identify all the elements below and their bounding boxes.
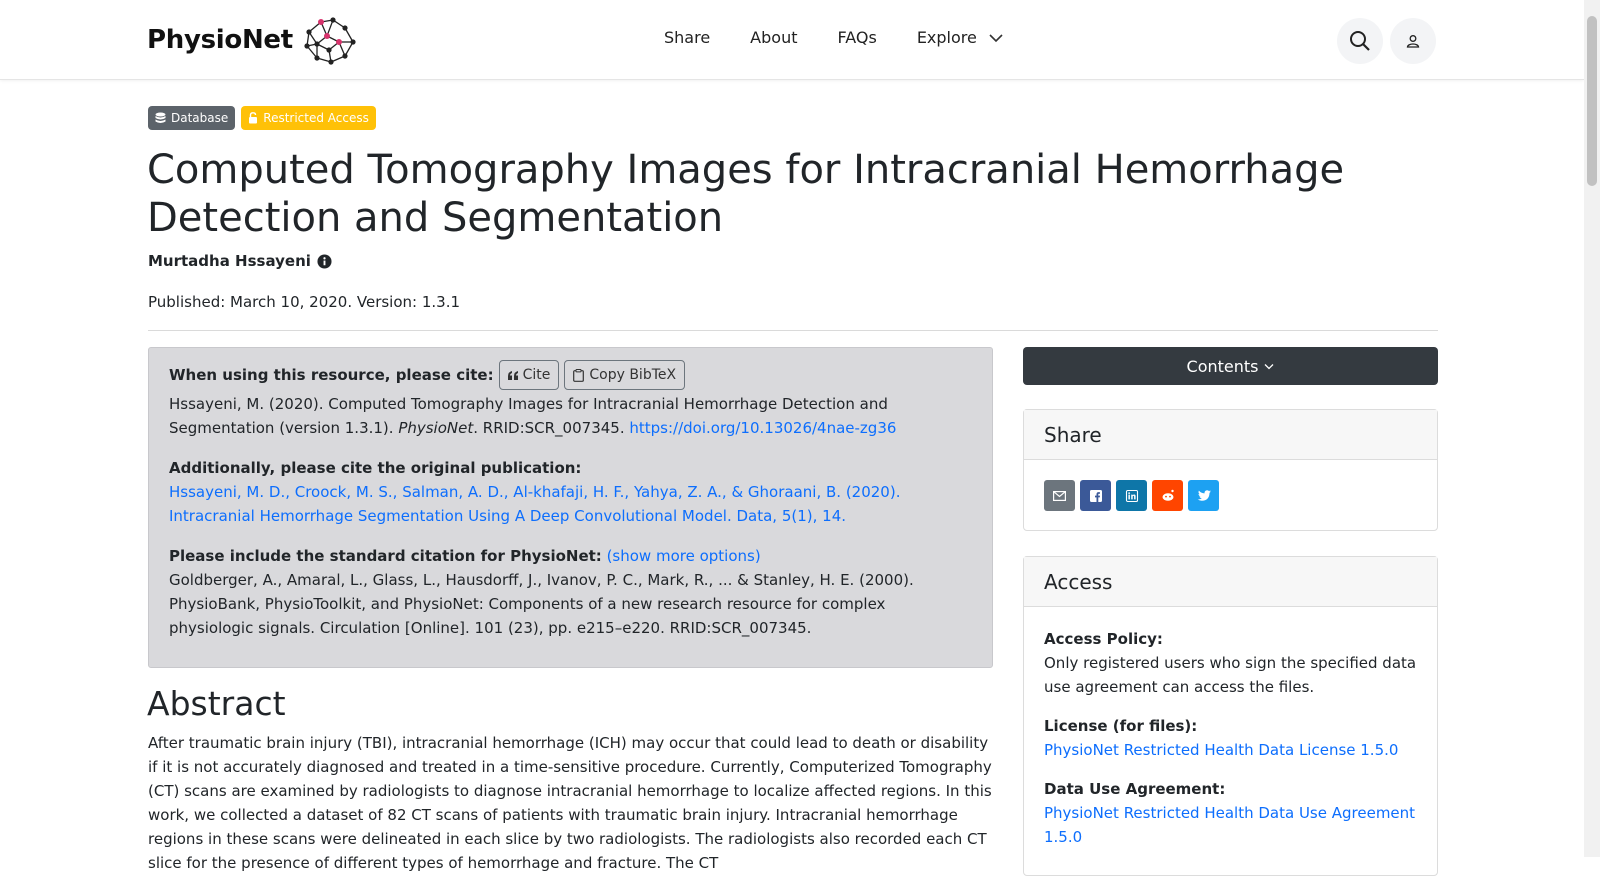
main-nav — [664, 28, 1003, 47]
facebook-icon — [1090, 490, 1102, 502]
search-button[interactable] — [1337, 18, 1383, 64]
quote-icon — [508, 371, 518, 380]
dataset-citation — [169, 392, 972, 440]
user-icon — [1406, 34, 1420, 48]
nav-about[interactable]: About — [750, 28, 798, 47]
license-label: License (for files): — [1044, 717, 1198, 735]
show-more-options-link[interactable]: (show more options) — [606, 547, 761, 565]
abstract-text: After traumatic brain injury (TBI), intracranial hemorrhage (ICH) may occur that could lead to death or disability if it is not accurately diagnosed and treated in a time-sensitive procedure. Currently, Computerized Tomography (CT) scans are examined by radiologists to diagnose intracranial hemorrhage to localize affected regions. In this work, we collected a dataset of 82 CT scans of patients with traumatic brain injury. Intracranial hemorrhage regions in these scans were delineated in each slice by two radiologists. The radiologists also recorded each CT slice for the presence of different types of hemorrhage and fracture. The CT — [148, 734, 992, 872]
citation-journal: PhysioNet — [398, 419, 474, 437]
network-logo-icon — [299, 14, 357, 66]
copy-bibtex-label: Copy BibTeX — [589, 367, 677, 383]
restricted-access-badge — [241, 106, 376, 130]
page-title: Computed Tomography Images for Intracranial Hemorrhage Detection and Segmentation — [147, 147, 1345, 241]
citation-box — [148, 347, 993, 668]
chevron-down-icon — [1264, 363, 1274, 370]
info-icon[interactable] — [317, 254, 332, 269]
share-facebook-button[interactable] — [1080, 480, 1111, 511]
unlock-icon — [248, 112, 258, 124]
brand-logo[interactable] — [147, 14, 357, 66]
page-scrollbar[interactable] — [1584, 0, 1600, 857]
chevron-down-icon — [989, 33, 1003, 43]
license-link[interactable]: PhysioNet Restricted Health Data License 1.5.0 — [1044, 741, 1399, 759]
standard-citation-heading: Please include the standard citation for PhysioNet: — [169, 547, 602, 565]
standard-citation-text: Goldberger, A., Amaral, L., Glass, L., Hausdorff, J., Ivanov, P. C., Mark, R., ... & Stanley, H. E. (2000). PhysioBank, PhysioToolkit, and PhysioNet: Components of a new research resource for complex physiologic signals. Circulation [Online]. 101 (23), pp. e215–e220. RRID:SCR_007345. — [169, 571, 914, 637]
share-linkedin-button[interactable] — [1116, 480, 1147, 511]
nav-share[interactable]: Share — [664, 28, 711, 47]
original-publication — [169, 456, 972, 528]
share-reddit-button[interactable] — [1152, 480, 1183, 511]
citation-rrid: . RRID:SCR_007345. — [473, 419, 630, 437]
account-button[interactable] — [1390, 18, 1436, 64]
copy-bibtex-button[interactable] — [564, 360, 685, 390]
original-publication-heading: Additionally, please cite the original publication: — [169, 459, 582, 477]
nav-explore[interactable] — [917, 28, 1003, 47]
restricted-access-label: Restricted Access — [263, 111, 369, 125]
clipboard-icon — [573, 369, 584, 382]
cite-button-label: Cite — [522, 367, 551, 383]
contents-label: Contents — [1186, 356, 1259, 376]
access-policy-text: Only registered users who sign the specified data use agreement can access the files. — [1044, 654, 1417, 696]
dua-label: Data Use Agreement: — [1044, 780, 1226, 798]
standard-citation — [169, 544, 972, 640]
access-policy — [1044, 627, 1417, 699]
access-details — [1024, 607, 1437, 884]
top-navbar — [0, 0, 1584, 80]
nav-faqs[interactable]: FAQs — [837, 28, 877, 47]
nav-explore-label: Explore — [916, 28, 977, 47]
reddit-icon — [1161, 489, 1175, 502]
linkedin-icon — [1126, 490, 1138, 502]
database-badge-label: Database — [171, 111, 229, 125]
abstract-heading: Abstract — [147, 684, 286, 723]
dua-link[interactable]: PhysioNet Restricted Health Data Use Agreement 1.5.0 — [1044, 804, 1416, 846]
author-name: Murtadha Hssayeni — [148, 252, 311, 270]
project-badges — [148, 106, 376, 130]
share-card — [1023, 409, 1438, 531]
access-policy-label: Access Policy: — [1044, 630, 1163, 648]
original-publication-link[interactable]: Hssayeni, M. D., Croock, M. S., Salman, A. D., Al-khafaji, H. F., Yahya, Z. A., & Ghoraani, B. (2020). Intracranial Hemorrhage Segmentation Using A Deep Convolutional Model. Data, 5(1), 14. — [169, 483, 901, 525]
database-badge — [148, 106, 235, 130]
brand-name: PhysioNet — [147, 25, 293, 55]
share-email-button[interactable] — [1044, 480, 1075, 511]
citation-heading-row — [169, 360, 972, 390]
share-buttons — [1024, 460, 1437, 531]
author-line — [148, 252, 332, 270]
cite-button[interactable] — [499, 360, 560, 390]
search-icon — [1349, 30, 1371, 52]
share-twitter-button[interactable] — [1188, 480, 1219, 511]
scrollbar-thumb[interactable] — [1587, 16, 1597, 186]
share-card-title: Share — [1024, 410, 1437, 460]
contents-dropdown-button[interactable] — [1023, 347, 1438, 385]
citation-heading: When using this resource, please cite: — [169, 366, 494, 384]
email-icon — [1053, 491, 1066, 501]
twitter-icon — [1197, 490, 1211, 502]
doi-link[interactable]: https://doi.org/10.13026/4nae-zg36 — [629, 419, 897, 437]
license-section — [1044, 714, 1417, 762]
dua-section — [1044, 777, 1417, 849]
citation-text: Hssayeni, M. (2020). Computed Tomography Images for Intracranial Hemorrhage Detection and Segmentation (version 1.3.1). — [169, 395, 888, 437]
access-card — [1023, 556, 1438, 876]
divider — [148, 330, 1438, 331]
published-info: Published: March 10, 2020. Version: 1.3.1 — [148, 293, 461, 311]
access-card-title: Access — [1024, 557, 1437, 607]
database-icon — [155, 112, 166, 124]
